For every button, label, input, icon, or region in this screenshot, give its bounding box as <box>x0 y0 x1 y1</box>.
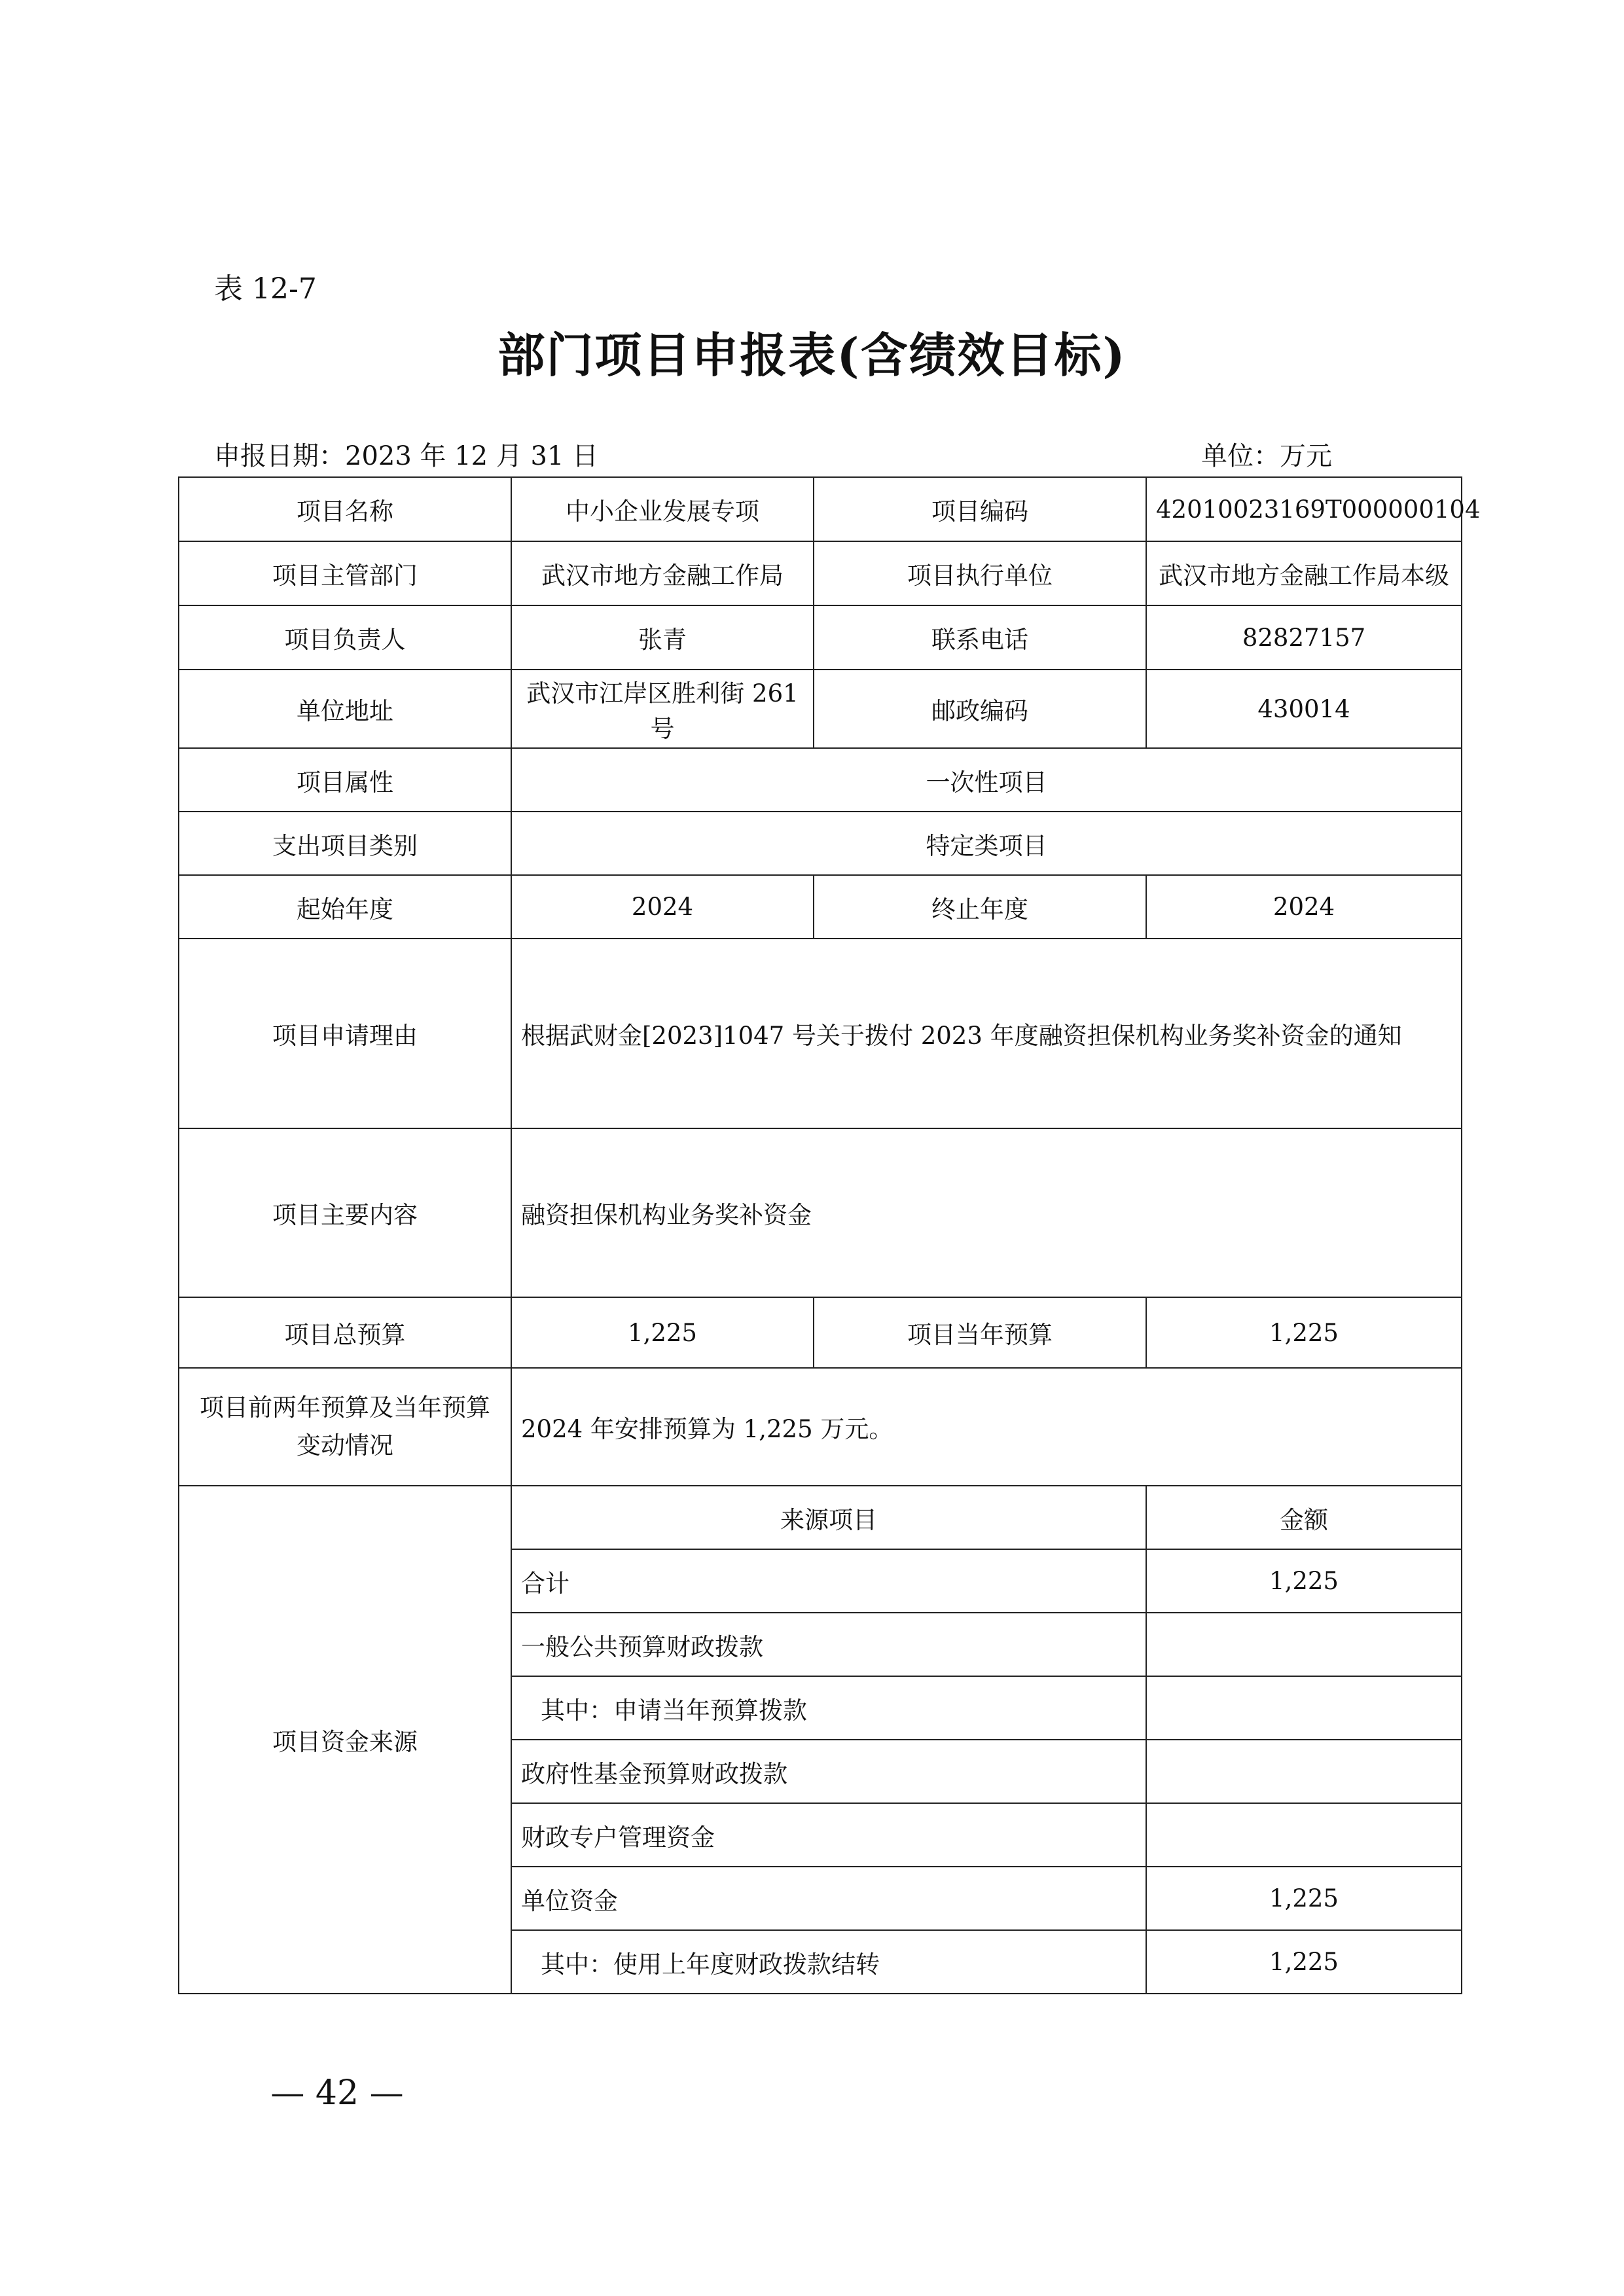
exec-unit: 武汉市地方金融工作局本级 <box>1146 541 1462 605</box>
reason-label: 项目申请理由 <box>179 939 511 1128</box>
table-row <box>179 605 1462 670</box>
funding-col-amount: 金额 <box>1146 1486 1462 1549</box>
postcode-label: 邮政编码 <box>814 670 1146 748</box>
year-budget-label: 项目当年预算 <box>814 1297 1146 1368</box>
attribute: 一次性项目 <box>511 748 1462 812</box>
table-row <box>179 1128 1462 1297</box>
leader-label: 项目负责人 <box>179 605 511 670</box>
reason: 根据武财金[2023]1047 号关于拨付 2023 年度融资担保机构业务奖补资金的通知 <box>511 939 1462 1128</box>
funding-source: 其中：使用上年度财政拨款结转 <box>511 1930 1146 1994</box>
project-application-table <box>178 476 1481 1994</box>
page-title: 部门项目申报表(含绩效目标) <box>497 327 1127 383</box>
funding-source: 财政专户管理资金 <box>511 1803 1146 1867</box>
leader: 张青 <box>511 605 814 670</box>
phone: 82827157 <box>1146 605 1462 670</box>
funding-source-label: 项目资金来源 <box>179 1486 511 1994</box>
content-label: 项目主要内容 <box>179 1128 511 1297</box>
table-number: 表 12-7 <box>214 272 317 306</box>
funding-source: 合计 <box>511 1549 1146 1613</box>
table-row <box>179 812 1462 875</box>
total-budget: 1,225 <box>511 1297 814 1368</box>
funding-col-source: 来源项目 <box>511 1486 1146 1549</box>
funding-amount <box>1146 1803 1462 1867</box>
table-row <box>179 477 1462 541</box>
funding-source: 一般公共预算财政拨款 <box>511 1613 1146 1676</box>
attribute-label: 项目属性 <box>179 748 511 812</box>
start-year-label: 起始年度 <box>179 875 511 939</box>
funding-source: 单位资金 <box>511 1867 1146 1930</box>
start-year: 2024 <box>511 875 814 939</box>
table-row <box>179 939 1462 1128</box>
year-budget: 1,225 <box>1146 1297 1462 1368</box>
unit-label: 单位：万元 <box>1201 441 1332 471</box>
content: 融资担保机构业务奖补资金 <box>511 1128 1462 1297</box>
end-year: 2024 <box>1146 875 1462 939</box>
funding-source: 其中：申请当年预算拨款 <box>511 1676 1146 1740</box>
page-number: — 42 — <box>270 2073 404 2113</box>
budget-change-label: 项目前两年预算及当年预算变动情况 <box>179 1368 511 1486</box>
dept: 武汉市地方金融工作局 <box>511 541 814 605</box>
table-row <box>179 670 1462 748</box>
funding-amount <box>1146 1676 1462 1740</box>
exec-unit-label: 项目执行单位 <box>814 541 1146 605</box>
table-row <box>179 875 1462 939</box>
phone-label: 联系电话 <box>814 605 1146 670</box>
total-budget-label: 项目总预算 <box>179 1297 511 1368</box>
project-code: 42010023169T000000104 <box>1146 477 1462 541</box>
funding-source: 政府性基金预算财政拨款 <box>511 1740 1146 1803</box>
funding-amount: 1,225 <box>1146 1930 1462 1994</box>
dept-label: 项目主管部门 <box>179 541 511 605</box>
funding-amount: 1,225 <box>1146 1549 1462 1613</box>
project-code-label: 项目编码 <box>814 477 1146 541</box>
table-row <box>179 1368 1462 1486</box>
postcode: 430014 <box>1146 670 1462 748</box>
table-row <box>179 541 1462 605</box>
table-row <box>179 1297 1462 1368</box>
project-name-label: 项目名称 <box>179 477 511 541</box>
address-label: 单位地址 <box>179 670 511 748</box>
address: 武汉市江岸区胜利街 261 号 <box>511 670 814 748</box>
budget-change: 2024 年安排预算为 1,225 万元。 <box>511 1368 1462 1486</box>
funding-amount: 1,225 <box>1146 1867 1462 1930</box>
category-label: 支出项目类别 <box>179 812 511 875</box>
report-date: 申报日期：2023 年 12 月 31 日 <box>214 441 599 471</box>
category: 特定类项目 <box>511 812 1462 875</box>
table-row <box>179 748 1462 812</box>
table-row <box>179 1486 1462 1549</box>
project-name: 中小企业发展专项 <box>511 477 814 541</box>
funding-amount <box>1146 1740 1462 1803</box>
funding-amount <box>1146 1613 1462 1676</box>
end-year-label: 终止年度 <box>814 875 1146 939</box>
